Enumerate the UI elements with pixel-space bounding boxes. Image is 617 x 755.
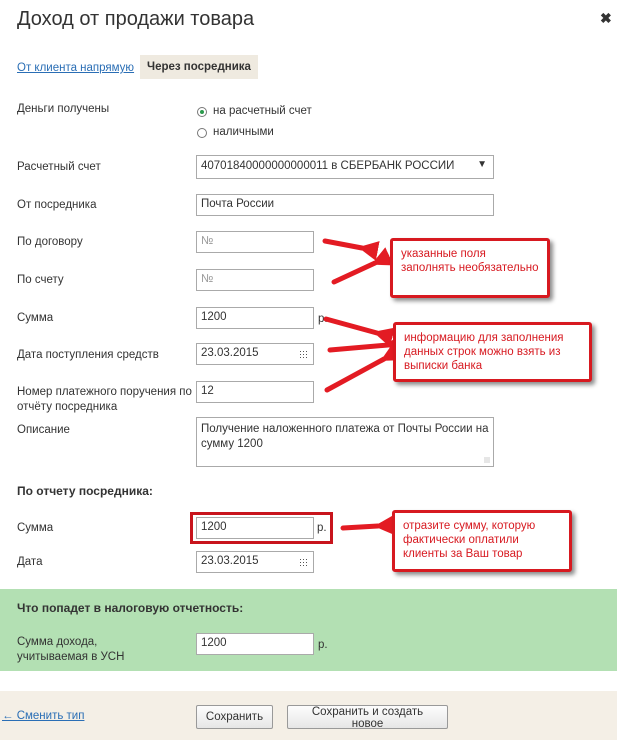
tax-income-label: Сумма дохода, учитываемая в УСН [17,636,125,663]
tab-direct[interactable]: От клиента напрямую [17,62,135,74]
invoice-label: По счету [17,274,64,286]
report-sum-input[interactable]: 1200 [196,517,314,539]
payment-order-label: Номер платежного поручения по отчёту посредника [17,386,192,413]
agent-input[interactable]: Почта России [196,194,494,216]
annotation-reflect: отразите сумму, которую фактически оплатили клиенты за Ваш товар [392,510,572,572]
contract-input[interactable]: № [196,231,314,253]
description-label: Описание [17,424,70,436]
report-date-value: 23.03.2015 [201,555,259,567]
invoice-input[interactable]: № [196,269,314,291]
account-label: Расчетный счет [17,161,101,173]
receipt-date-value: 23.03.2015 [201,347,259,359]
money-received-label: Деньги получены [17,103,110,115]
description-value: Получение наложенного платежа от Почты России на сумму 1200 [201,423,489,450]
arrow-date [330,345,388,350]
chevron-down-icon[interactable]: ▼ [477,159,487,170]
arrow-order [327,359,384,390]
arrow-contract [325,241,362,248]
arrow-sum [326,319,377,333]
report-sum-label: Сумма [17,522,54,534]
sum-label: Сумма [17,312,54,324]
agent-report-title: По отчету посредника: [17,484,153,498]
account-value: 40701840000000000011 в СБЕРБАНК РОССИИ [201,160,455,172]
receipt-date-label: Дата поступления средств [17,349,159,361]
sum-input[interactable]: 1200 [196,307,314,329]
tab-via-agent[interactable]: Через посредника [140,55,258,79]
save-and-new-button[interactable]: Сохранить и создать новое [287,705,448,729]
report-date-label: Дата [17,556,43,568]
dialog-title: Доход от продажи товара [17,8,255,30]
sum-unit: р. [318,313,328,325]
contract-label: По договору [17,236,83,248]
agent-label: От посредника [17,199,97,211]
tax-income-unit: р. [318,639,328,651]
arrow-invoice [334,263,375,282]
report-sum-unit: р. [317,522,327,534]
close-icon[interactable]: ✖ [600,10,612,26]
radio-cash-label: наличными [213,126,274,138]
radio-account-label: на расчетный счет [213,105,312,117]
annotation-bank: информацию для заполнения данных строк можно взять из выписки банка [393,322,592,382]
tax-title: Что попадет в налоговую отчетность: [17,601,244,615]
tax-income-input[interactable]: 1200 [196,633,314,655]
annotation-optional: указанные поля заполнять необязательно [390,238,550,298]
arrow-report-sum [343,526,378,528]
payment-order-input[interactable]: 12 [196,381,314,403]
change-type-link[interactable]: ← Сменить тип [2,710,85,722]
save-button[interactable]: Сохранить [196,705,273,729]
